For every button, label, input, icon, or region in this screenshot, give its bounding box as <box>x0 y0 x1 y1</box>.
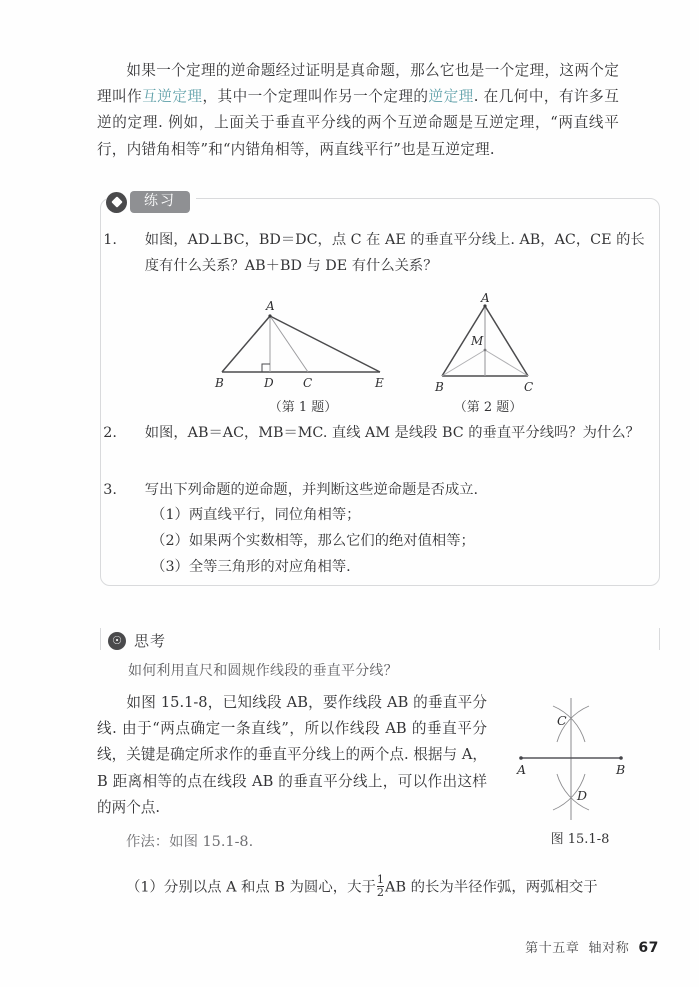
exercise-item-2-text: 如图，AB＝AC，MB＝MC. 直线 AM 是线段 BC 的垂直平分线吗？为什么？ <box>144 425 640 441</box>
exercise-item-3-sub-1: （1）两直线平行，同位角相等； <box>151 507 361 523</box>
intro-text-part2: ，其中一个定理叫作另一个定理的 <box>202 88 429 106</box>
exercise-item-3-number: 3. <box>103 482 117 498</box>
footer-section: 轴对称 <box>588 941 630 956</box>
svg-text:C: C <box>524 380 534 394</box>
footer-chapter: 第十五章 <box>525 941 580 956</box>
think-title: 思考 <box>134 632 167 650</box>
exercise-figures-row <box>100 292 660 415</box>
svg-text:C: C <box>557 713 567 728</box>
think-rule-left <box>100 628 101 650</box>
method-line: 作法：如图 15.1-8. <box>126 834 254 850</box>
svg-text:A: A <box>481 292 490 305</box>
exercise-item-1 <box>103 228 645 279</box>
svg-text:M: M <box>471 334 484 348</box>
footer-page-number: 67 <box>638 940 659 956</box>
exercise-item-2 <box>103 421 645 447</box>
exercise-badge <box>106 191 196 213</box>
svg-text:A: A <box>517 762 527 777</box>
term-mutually-inverse-theorems: 互逆定理 <box>142 88 203 106</box>
fraction-one-half <box>377 874 384 899</box>
svg-text:B: B <box>616 762 626 777</box>
svg-text:D: D <box>577 788 588 803</box>
figure-1-caption: （第 1 题） <box>268 400 338 415</box>
exercise-item-1-number: 1. <box>103 232 117 248</box>
term-converse-theorem: 逆定理 <box>428 88 474 106</box>
exercise-item-3-text: 写出下列命题的逆命题，并判断这些逆命题是否成立. <box>144 482 479 498</box>
construction-step-1-before: （1）分别以点 A 和点 B 为圆心，大于 <box>126 879 376 896</box>
lightbulb-icon: ☉ <box>108 632 126 650</box>
intro-text-part3: . 在几何中，有许多互逆的定理. 例如，上面关于垂直平分线的两个互逆命题是互逆定理，“两直线平行，内错角相等”和“内错角相等，两直线平行”也是互逆定理. <box>97 88 619 158</box>
figure-question-1 <box>208 294 398 396</box>
exercise-item-2-number: 2. <box>103 425 117 441</box>
figure-question-2 <box>418 292 558 402</box>
exercise-item-1-text: 如图，AD⊥BC，BD＝DC，点 C 在 AE 的垂直平分线上. AB，AC，CE 的长度有什么关系？AB＋BD 与 DE 有什么关系？ <box>144 232 645 274</box>
figure-2-caption: （第 2 题） <box>453 400 523 415</box>
exercise-item-3-sub-2: （2）如果两个实数相等，那么它们的绝对值相等； <box>151 533 475 549</box>
svg-text:B: B <box>435 380 444 394</box>
page-footer <box>525 937 659 956</box>
figure-15-1-8-caption: 图 15.1-8 <box>550 832 610 847</box>
body-paragraph-text: 如图 15.1-8，已知线段 AB，要作线段 AB 的垂直平分线. 由于“两点确定一条直线”，所以作线段 AB 的垂直平分线，关键是确定所求作的垂直平分线上的两个点. 根据与 A，B 距离相等的点在线段 AB 的垂直平分线上，可以作出这样的两个点. <box>97 694 487 816</box>
intro-paragraph <box>97 58 619 163</box>
construction-step-1 <box>126 874 660 899</box>
figure-15-1-8 <box>505 692 655 842</box>
think-heading <box>108 630 166 651</box>
fraction-numerator: 1 <box>376 873 385 886</box>
fraction-denominator: 2 <box>376 886 385 900</box>
svg-text:D: D <box>264 376 274 390</box>
think-question: 如何利用直尺和圆规作线段的垂直平分线？ <box>128 663 398 679</box>
think-rule-right <box>659 628 660 650</box>
svg-text:B: B <box>215 376 224 390</box>
construction-step-1-after: AB 的长为半径作弧，两弧相交于 <box>385 879 598 896</box>
diamond-icon <box>106 192 127 213</box>
body-paragraph <box>97 690 487 821</box>
think-section-rules <box>100 628 660 650</box>
svg-text:A: A <box>266 299 275 313</box>
exercise-badge-label: 练习 <box>130 191 190 213</box>
exercise-item-3 <box>103 478 645 504</box>
exercise-item-3-sub-3: （3）全等三角形的对应角相等. <box>151 559 351 575</box>
svg-text:E: E <box>375 376 384 390</box>
svg-text:C: C <box>303 376 313 390</box>
intro-text-part1: 如果一个定理的逆命题经过证明是真命题，那么它也是一个定理，这两个定理叫作 <box>97 62 619 106</box>
